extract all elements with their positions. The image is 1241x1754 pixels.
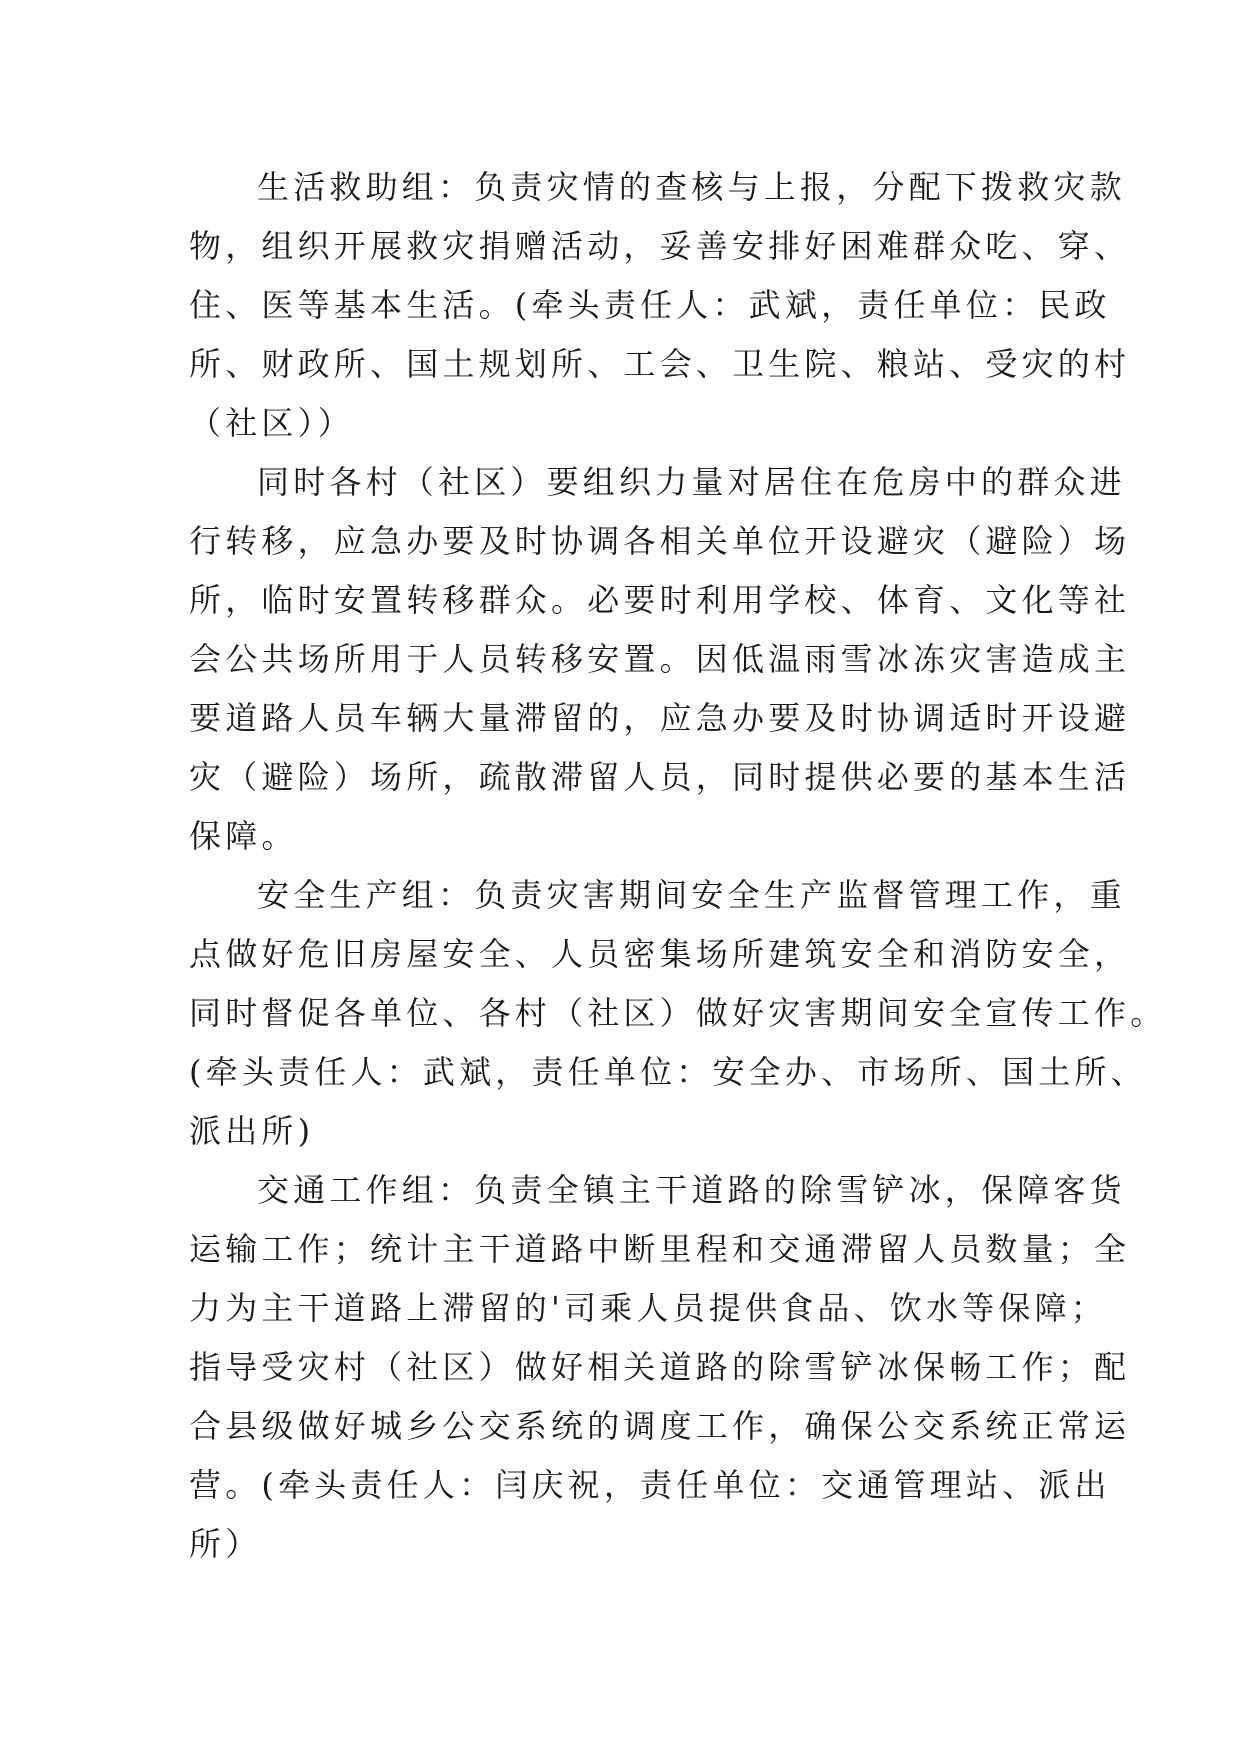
text-line: 运输工作；统计主干道路中断里程和交通滞留人员数量；全 <box>189 1230 1131 1268</box>
text-line: 力为主干道路上滞留的'司乘人员提供食品、饮水等保障； <box>189 1289 1107 1327</box>
text-line: 营。(牵头责任人：闫庆祝，责任单位：交通管理站、派出 <box>189 1466 1111 1504</box>
text-line: 点做好危旧房屋安全、人员密集场所建筑安全和消防安全， <box>189 935 1131 973</box>
text-line: 所） <box>189 1525 262 1563</box>
text-line: 所、财政所、国土规划所、工会、卫生院、粮站、受灾的村 <box>189 345 1131 383</box>
paragraph-evacuation <box>189 453 1131 866</box>
paragraph-transport-group <box>189 1161 1131 1574</box>
document-body <box>189 158 1167 1574</box>
text-line: 保障。 <box>189 817 298 855</box>
text-line: 所，临时安置转移群众。必要时利用学校、体育、文化等社 <box>189 581 1131 619</box>
text-line: 派出所) <box>189 1112 315 1150</box>
text-line: 安全生产组：负责灾害期间安全生产监督管理工作，重 <box>257 876 1126 914</box>
text-line: 交通工作组：负责全镇主干道路的除雪铲冰，保障客货 <box>257 1171 1126 1209</box>
text-line: (牵头责任人：武斌，责任单位：安全办、市场所、国土所、 <box>189 1053 1147 1091</box>
text-line: 要道路人员车辆大量滞留的，应急办要及时协调适时开设避 <box>189 699 1131 737</box>
text-line: 同时督促各单位、各村（社区）做好灾害期间安全宣传工作。 <box>189 994 1167 1032</box>
text-line: 生活救助组：负责灾情的查核与上报，分配下拨救灾款 <box>257 168 1126 206</box>
text-line: 物，组织开展救灾捐赠活动，妥善安排好困难群众吃、穿、 <box>189 227 1131 265</box>
text-line: 会公共场所用于人员转移安置。因低温雨雪冰冻灾害造成主 <box>189 640 1131 678</box>
text-line: 住、医等基本生活。(牵头责任人：武斌，责任单位：民政 <box>189 286 1111 324</box>
paragraph-living-relief-group <box>189 158 1131 453</box>
text-line: 同时各村（社区）要组织力量对居住在危房中的群众进 <box>257 463 1126 501</box>
paragraph-safety-production-group <box>189 866 1167 1161</box>
text-line: 行转移，应急办要及时协调各相关单位开设避灾（避险）场 <box>189 522 1131 560</box>
text-line: 合县级做好城乡公交系统的调度工作，确保公交系统正常运 <box>189 1407 1131 1445</box>
text-line: （社区）） <box>189 404 355 442</box>
text-line: 灾（避险）场所，疏散滞留人员，同时提供必要的基本生活 <box>189 758 1131 796</box>
text-line: 指导受灾村（社区）做好相关道路的除雪铲冰保畅工作；配 <box>189 1348 1131 1386</box>
